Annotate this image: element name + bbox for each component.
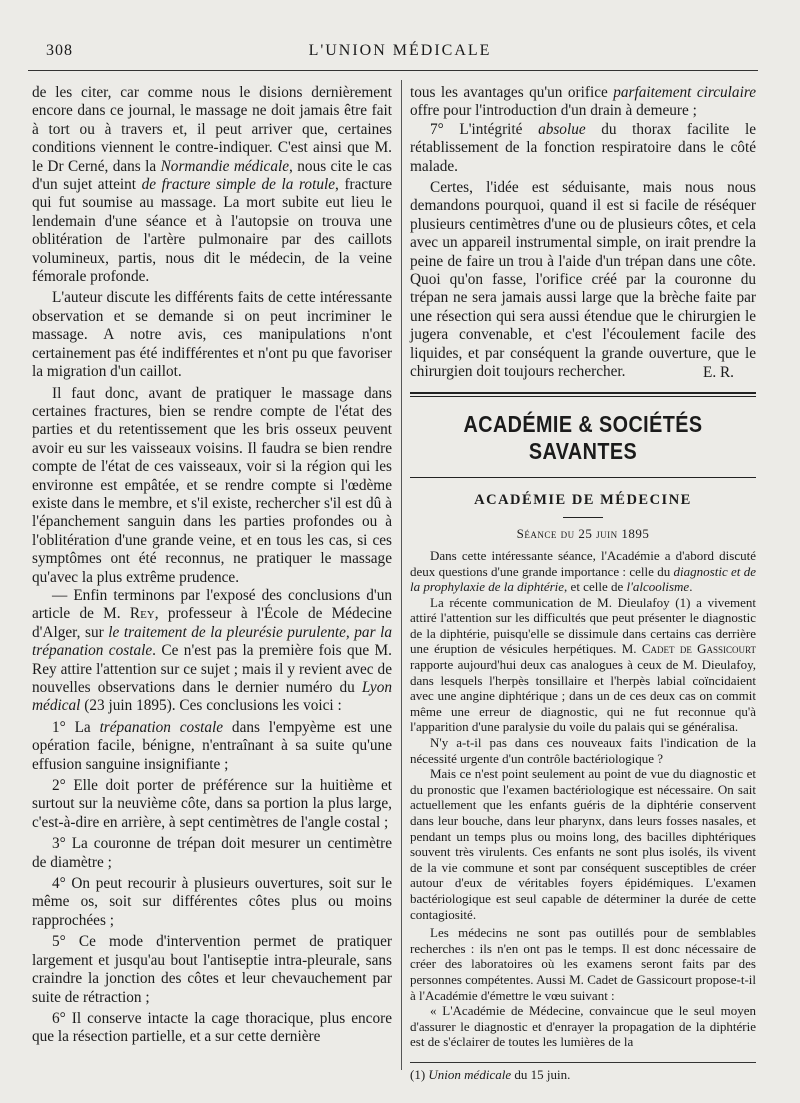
text-run: La récente communication de M. Dieulafoy (1) a vivement attiré l'attention sur les difficultés que peut présenter le diagnostic de la diphtérie, puisqu'elle se dissimule dans certains cas derrière une éruption de vésicules herpétiques. M. xyxy=(410,594,756,657)
paragraph xyxy=(32,587,392,716)
paragraph xyxy=(410,548,756,595)
running-head: L'UNION MÉDICALE xyxy=(308,42,492,59)
session-date: Séance du 25 juin 1895 xyxy=(516,525,650,541)
article-signature: E. R. xyxy=(702,363,734,381)
text-run: 1° La xyxy=(52,718,100,736)
left-column xyxy=(32,84,392,1047)
section-rule xyxy=(410,477,756,478)
academy-report xyxy=(410,548,756,1050)
text-run: Mais ce n'est point seulement au point de vue du diagnostic et du pronostic que l'examen bactériologique est nécessaire. On sait actuellement que les enfants guéris de la diphtérie conservent dans leur bouche, dans leur pharynx, dans leurs fosses nasales, et pendant un temps plus ou moins long, des bacilles diphtériques souvent très virulents. Ces enfants ne sont plus isolés, ils vivent de la vie commune et sont par conséquent susceptibles de créer autour d'eux de véritables foyers épidémiques. L'examen bactériologique est seul capable de déterminer la durée de cette contagiosité. xyxy=(410,766,756,922)
text-run: de fracture simple de la rotule xyxy=(141,176,336,194)
paragraph xyxy=(410,121,756,176)
footnote-marker: (1) xyxy=(410,1066,429,1082)
text-run: de les citer, car comme nous le disions dernièrement encore dans ce journal, le massage ne doit jamais être fait à tort ou à travers et, il peut arriver que, certaines conditions viennent le contre-indiquer. C'est ainsi que M. le Dr Cerné, dans la xyxy=(32,84,392,175)
right-column-continuation xyxy=(410,84,756,382)
paragraph xyxy=(410,179,756,381)
text-run: offre pour l'introduction d'un drain à demeure ; xyxy=(410,102,697,120)
text-run: Cadet de Gassicourt xyxy=(641,641,756,657)
text-run: rapporte aujourd'hui deux cas analogues à ceux de M. Dieulafoy, dans lesquels l'herpès tonsillaire et l'herpès labial coïncidaient avec une angine diphtérique ; dans un de ces deux cas on commit même une erreur de diagnostic, qui ne fut reconnue qu'à l'apparition d'une paralysie du voile du palais qui se généralisa. xyxy=(410,657,756,735)
column-divider xyxy=(401,80,402,1070)
footnote xyxy=(410,1067,756,1083)
paragraph xyxy=(32,875,392,930)
text-run: 3° La couronne de trépan doit mesurer un centimètre de diamètre ; xyxy=(32,835,392,871)
text-run: 4° On peut recourir à plusieurs ouvertures, soit sur le même os, soit sur différentes côtes plus ou moins rapprochées ; xyxy=(32,875,392,929)
header-rule xyxy=(28,70,758,71)
paragraph xyxy=(32,84,392,286)
text-run: , nous cite le cas d'un sujet atteint xyxy=(32,157,393,194)
text-run: N'y a-t-il pas dans ces nouveaux faits l'indication de la nécessité urgente d'un contrôle bactériologique ? xyxy=(410,735,756,766)
paragraph xyxy=(410,766,756,922)
page-header xyxy=(40,42,760,62)
paragraph xyxy=(32,835,392,872)
footnote-text: du 15 juin. xyxy=(511,1066,571,1082)
paragraph xyxy=(32,719,392,774)
paragraph xyxy=(32,933,392,1007)
text-run: Normandie médicale xyxy=(160,157,290,175)
subsection-title: ACADÉMIE DE MÉDECINE xyxy=(474,491,692,508)
text-run: . Ce n'est pas la première fois que M. Rey attire l'attention sur ce sujet ; mais il y revient avec de nouvelles observations dans le dernier numéro du xyxy=(32,642,392,696)
text-run: trépanation costale xyxy=(99,718,224,736)
text-run: , fracture qui fut soumise au massage. La mort subite eut lieu le lendemain d'une séance et à l'autopsie on trouva une oblitération de l'artère pulmonaire par des caillots volumineux, partis, nous dit le médecin, de la veine fémorale profonde. xyxy=(32,176,392,286)
text-run: . xyxy=(689,579,693,595)
footnote-rule xyxy=(410,1062,756,1063)
paragraph xyxy=(32,777,392,832)
section-title: ACADÉMIE & SOCIÉTÉS SAVANTES xyxy=(463,410,703,464)
text-run: « L'Académie de Médecine, convaincue que le seul moyen d'assurer le diagnostic et d'enrayer la propagation de la diphtérie est de s'éclairer de toutes les lumières de la xyxy=(410,1003,756,1050)
page-number: 308 xyxy=(46,42,73,59)
text-run: diagnostic et de la prophylaxie de la diphtérie xyxy=(410,563,757,595)
text-run: L'auteur discute les différents faits de cette intéressante observation et se demande si on peut incriminer le massage. A notre avis, ces manipulations n'ont certainement pas été indifférentes et n'ont pu que favoriser la migration d'un caillot. xyxy=(32,289,392,381)
section-double-rule xyxy=(410,392,756,397)
text-run: (23 juin 1895). Ces conclusions les voici : xyxy=(80,697,342,715)
text-run: Lyon médical xyxy=(32,679,392,715)
paragraph xyxy=(32,289,392,381)
text-run: l'alcoolisme xyxy=(626,579,690,595)
text-run: , et celle de xyxy=(564,579,627,595)
text-run: parfaitement circulaire xyxy=(613,84,757,101)
subsection-rule xyxy=(563,517,603,518)
right-column xyxy=(410,84,756,1083)
text-run: tous les avantages qu'un orifice xyxy=(410,84,614,101)
text-run: Rey xyxy=(129,605,155,623)
text-run: Il faut donc, avant de pratiquer le massage dans certaines fractures, bien se rendre compte de l'état des parties et du retentissement que les bris osseux peuvent avoir eu sur les vaisseaux voisins. Il faudra se bien rendre compte de l'état de ces vaisseaux, voir si la région qui les environne est empâtée, et se rendre compte si l'œdème existe dans le membre, et s'il existe, rechercher s'il est dû à l'épanchement sanguin dans les parties profondes ou à l'oblitération d'une grande veine, et en tous les cas, si ces symptômes ont été reconnus, ne pratiquer le massage qu'avec la plus extrême prudence. xyxy=(32,384,392,586)
text-run: 7° L'intégrité xyxy=(430,120,539,138)
paragraph xyxy=(410,925,756,1003)
text-run: dans l'empyème est une opération facile, bénigne, n'entraînant à sa suite qu'une effusion sanguine insignifiante ; xyxy=(32,718,392,773)
text-run: le traitement de la pleurésie purulente, par la trépanation costale xyxy=(32,623,392,660)
text-run: Certes, l'idée est séduisante, mais nous nous demandons pourquoi, quand il est si facile de réséquer plusieurs centimètres d'une ou de plusieurs côtes, et cela avec un appareil instrumental simple, on irait prendre la peine de faire un trou à l'aide d'un trépan dans une côte. Quoi qu'on fasse, l'orifice créé par la couronne du trépan ne sera jamais aussi large que la brèche faite par une résection qui sera aussi étendue que le chirurgien le jugera convenable, et c'est l'écoulement facile des liquides, et par conséquent la grande ouverture, que le chirurgien doit toujours rechercher. xyxy=(410,179,756,381)
paragraph xyxy=(32,385,392,587)
text-run: , professeur à l'École de Médecine d'Alger, sur xyxy=(32,605,392,641)
text-run: — Enfin terminons par l'exposé des conclusions d'un article de M. xyxy=(32,586,392,623)
paragraph xyxy=(410,84,756,121)
text-run: 5° Ce mode d'intervention permet de pratiquer largement et jusqu'au bout l'antiseptie intra-pleurale, sans craindre la jonction des côtes et leur chevauchement par suite de rétraction ; xyxy=(32,933,392,1006)
paragraph xyxy=(410,595,756,735)
footnote-source: Union médicale xyxy=(428,1066,512,1082)
text-run: 6° Il conserve intacte la cage thoracique, plus encore que la résection partielle, et a sur cette dernière xyxy=(32,1009,392,1046)
text-run: du thorax facilite le rétablissement de la fonction respiratoire dans le côté malade. xyxy=(410,120,756,175)
text-run: 2° Elle doit porter de préférence sur la huitième et surtout sur la neuvième côte, dans sa portion la plus large, c'est-à-dire en arrière, à sept centimètres de l'angle costal ; xyxy=(32,777,392,831)
text-run: Dans cette intéressante séance, l'Académie a d'abord discuté deux questions d'une grande importance : celle du xyxy=(410,547,756,579)
paragraph xyxy=(410,735,756,766)
paragraph xyxy=(410,1003,756,1050)
paragraph xyxy=(32,1010,392,1047)
text-run: Les médecins ne sont pas outillés pour de semblables recherches : ils n'en ont pas le temps. Il est donc nécessaire de créer des laboratoires où les examens seront faits par des personnes compétentes. Aussi M. Cadet de Gassicourt propose-t-il à l'Académie d'émettre le vœu suivant : xyxy=(410,925,756,1003)
text-run: absolue xyxy=(538,120,586,138)
